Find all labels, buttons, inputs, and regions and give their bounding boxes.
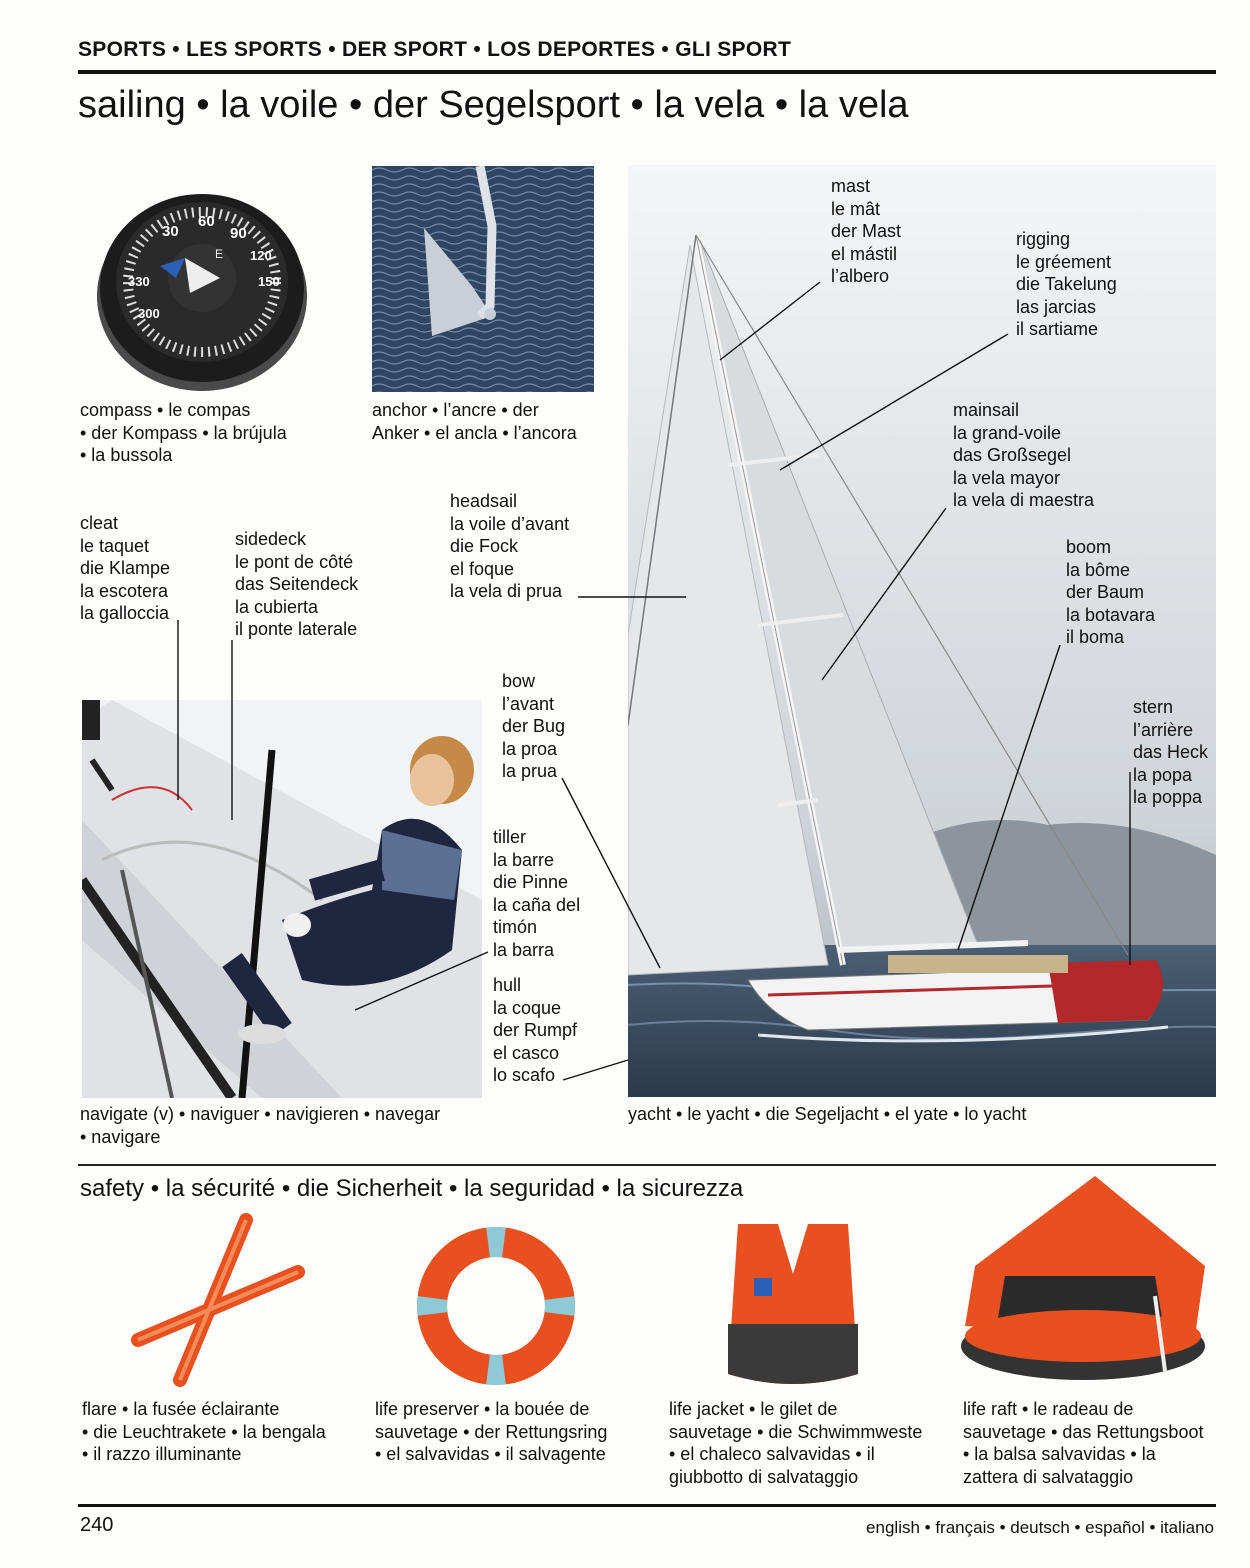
header-divider <box>78 70 1216 74</box>
life-jacket-caption: life jacket • le gilet de sauvetage • die Schwimmweste • el chaleco salvavidas • il giubbotto di salvataggio <box>669 1399 923 1487</box>
dial-number: 60 <box>198 213 215 230</box>
section-divider <box>78 1164 1216 1166</box>
label-mast: mast le mât der Mast el mástil l’albero <box>831 176 902 286</box>
life-raft-caption: life raft • le radeau de sauvetage • das Rettungsboot • la balsa salvavidas • la zattera di salvataggio <box>963 1399 1204 1487</box>
page-number: 240 <box>80 1514 114 1536</box>
label-cleat: cleat le taquet die Klampe la escotera la galloccia <box>80 513 171 623</box>
navigate-image <box>82 700 482 1098</box>
life-raft-image <box>955 1176 1210 1391</box>
dial-mark: E <box>215 247 224 261</box>
dial-number: 120 <box>250 248 272 263</box>
dial-number: 300 <box>138 306 160 321</box>
safety-title: safety • la sécurité • die Sicherheit • la seguridad • la sicurezza <box>80 1175 744 1202</box>
dial-number: 330 <box>128 274 150 289</box>
label-boom: boom la bôme der Baum la botavara il boma <box>1066 537 1156 647</box>
label-bow: bow l’avant der Bug la proa la prua <box>502 671 566 781</box>
dial-number: 90 <box>230 225 247 242</box>
compass-image <box>90 178 318 398</box>
footer-divider <box>78 1504 1216 1507</box>
label-hull: hull la coque der Rumpf el casco lo scafo <box>493 975 578 1085</box>
anchor-image <box>372 166 594 392</box>
dial-number: 150 <box>258 274 280 289</box>
flare-caption: flare • la fusée éclairante • die Leuchtrakete • la bengala • il razzo illuminante <box>82 1399 326 1464</box>
life-jacket-image <box>718 1214 868 1390</box>
life-preserver-image <box>410 1222 582 1390</box>
yacht-caption: yacht • le yacht • die Segeljacht • el yate • lo yacht <box>628 1104 1027 1124</box>
label-sidedeck: sidedeck le pont de côté das Seitendeck la cubierta il ponte laterale <box>235 529 359 639</box>
label-headsail: headsail la voile d’avant die Fock el foque la vela di prua <box>450 491 570 601</box>
label-stern: stern l’arrière das Heck la popa la poppa <box>1133 697 1209 807</box>
dial-number: 30 <box>162 223 179 240</box>
page-title: sailing • la voile • der Segelsport • la vela • la vela <box>78 84 909 126</box>
life-preserver-caption: life preserver • la bouée de sauvetage • der Rettungsring • el salvavidas • il salvagente <box>375 1399 608 1464</box>
footer-languages: english • français • deutsch • español • italiano <box>866 1518 1214 1537</box>
section-header: SPORTS • LES SPORTS • DER SPORT • LOS DEPORTES • GLI SPORT <box>78 38 792 61</box>
flare-image <box>128 1210 308 1390</box>
label-rigging: rigging le gréement die Takelung las jarcias il sartiame <box>1016 229 1117 339</box>
navigate-caption: navigate (v) • naviguer • navigieren • navegar • navigare <box>80 1104 441 1147</box>
anchor-caption: anchor • l’ancre • der Anker • el ancla • l’ancora <box>372 400 577 443</box>
label-mainsail: mainsail la grand-voile das Großsegel la vela mayor la vela di maestra <box>953 400 1095 510</box>
label-tiller: tiller la barre die Pinne la caña del timón la barra <box>493 827 581 960</box>
compass-caption: compass • le compas • der Kompass • la brújula • la bussola <box>80 400 287 465</box>
